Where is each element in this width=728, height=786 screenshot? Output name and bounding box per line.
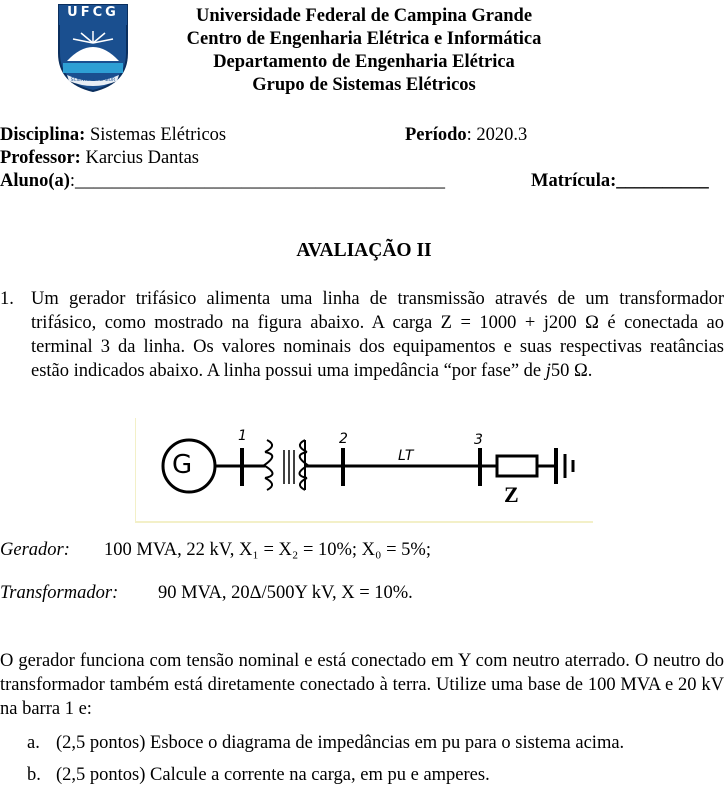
- transformer-primary-coil: [263, 440, 273, 490]
- matricula-blank: __________: [616, 171, 709, 191]
- question-text-main: Um gerador trifásico alimenta uma linha de transmissão através de um transformador trifásico, como mostrado na figura abaixo. A carga Z = 1000 + j200 Ω é conectada ao terminal 3 da linha. Os valores nominais dos equipamentos e suas respectivas reatâncias estão indicados abaixo. A linha possui uma impedância “por fase” de: [31, 289, 724, 381]
- load-box: [497, 456, 537, 476]
- aluno-label: Aluno(a): [0, 171, 70, 191]
- matricula-line: [531, 170, 709, 192]
- aluno-blank: :________________________________________: [69, 171, 446, 191]
- item-a-marker: a.: [27, 733, 40, 753]
- question-number: 1.: [0, 289, 14, 309]
- header-department: Departamento de Engenharia Elétrica: [213, 52, 515, 72]
- one-line-diagram: [135, 418, 593, 524]
- load-label: Z: [504, 482, 519, 507]
- exam-title: AVALIAÇÃO II: [296, 240, 432, 261]
- aluno-line: [0, 170, 445, 192]
- instructions-paragraph: O gerador funciona com tensão nominal e está conectado em Y com neutro aterrado. O neutro do transformador também está diretamente conectado à terra. Utilize uma base de 100 MVA e 20 kV na barra 1 e:: [0, 651, 724, 719]
- disciplina-line: [0, 124, 226, 146]
- question-text-end: 50 Ω.: [550, 361, 593, 381]
- logo-text: UFCG: [67, 5, 119, 20]
- generator-spec: [0, 539, 70, 561]
- bus-2-label: 2: [339, 431, 348, 447]
- periodo-label: Período: [405, 125, 467, 145]
- header-group: Grupo de Sistemas Elétricos: [252, 75, 476, 95]
- periodo-line: [405, 124, 527, 146]
- disciplina-value: Sistemas Elétricos: [89, 125, 227, 145]
- generator-spec-value: 100 MVA, 22 kV, X₁ = X₂ = 10%; X₀ = 5%;: [104, 540, 431, 560]
- periodo-value: : 2020.3: [466, 125, 528, 145]
- question-text-j: j: [545, 361, 551, 381]
- generator-label: G: [172, 450, 193, 480]
- professor-line: [0, 147, 199, 169]
- professor-label: Professor:: [0, 148, 81, 168]
- transformer-spec-value: 90 MVA, 20Δ/500Y kV, X = 10%.: [158, 583, 413, 603]
- bus-1-label: 1: [238, 428, 247, 444]
- item-b-marker: b.: [27, 765, 41, 785]
- generator-spec-label: Gerador:: [0, 540, 70, 560]
- item-b-text: (2,5 pontos) Calcule a corrente na carga, em pu e amperes.: [56, 765, 490, 785]
- transformer-spec: [0, 582, 118, 604]
- logo-motto: SCIENTIA ET LABOR: [70, 78, 116, 83]
- header-university: Universidade Federal de Campina Grande: [195, 6, 533, 26]
- bus-3-label: 3: [474, 432, 483, 448]
- matricula-label: Matrícula:: [531, 171, 617, 191]
- line-label: LT: [398, 448, 414, 464]
- question-text: [31, 287, 724, 383]
- item-a-text: (2,5 pontos) Esboce o diagrama de impedâncias em pu para o sistema acima.: [56, 733, 625, 753]
- transformer-spec-label: Transformador:: [0, 583, 119, 603]
- professor-value: Karcius Dantas: [85, 148, 199, 168]
- disciplina-label: Disciplina:: [0, 125, 86, 145]
- header-center: Centro de Engenharia Elétrica e Informática: [186, 29, 542, 49]
